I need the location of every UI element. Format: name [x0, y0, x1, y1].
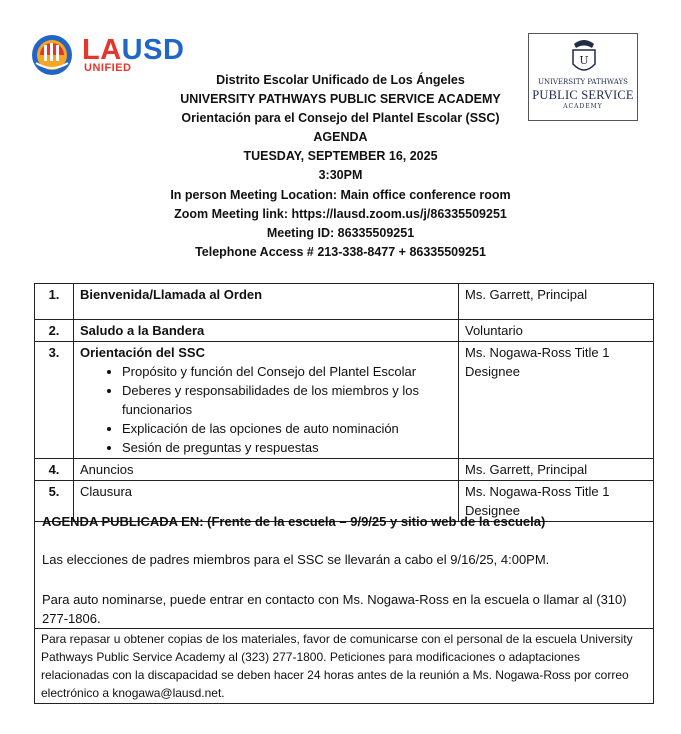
item-presenter: Ms. Nogawa-Ross Title 1 Designee [459, 342, 654, 459]
item-title: Bienvenida/Llamada al Orden [74, 284, 459, 320]
list-item: • Explicación de las opciones de auto nominación [122, 419, 452, 438]
published-where: : (Frente de la escuela – 9/9/25 y sitio web de la escuela) [199, 514, 546, 529]
table-row [35, 284, 654, 320]
logo-unified: UNIFIED [84, 62, 132, 74]
telephone-access: Telephone Access # 213-338-8477 + 86335509251 [195, 245, 486, 259]
item-number: 2. [35, 320, 74, 342]
item-title: Anuncios [74, 459, 459, 481]
table-row [35, 459, 654, 481]
item-presenter: Ms. Garrett, Principal [459, 284, 654, 320]
table-row [35, 320, 654, 342]
published-label: AGENDA PUBLICADA EN [42, 514, 200, 529]
item-number: 3. [35, 342, 74, 459]
logo-line-2: PUBLIC SERVICE [532, 88, 634, 102]
school-name: UNIVERSITY PATHWAYS PUBLIC SERVICE ACADEMY [180, 92, 501, 106]
agenda-heading: AGENDA [313, 130, 368, 144]
item-title: Orientación del SSC [80, 345, 205, 360]
item-title: Saludo a la Bandera [74, 320, 459, 342]
item-number: 4. [35, 459, 74, 481]
item-number: 1. [35, 284, 74, 320]
item-number: 5. [35, 481, 74, 522]
list-item: • Deberes y responsabilidades de los miembros y los funcionarios [122, 381, 452, 419]
item-title: Clausura [74, 481, 459, 522]
meeting-time: 3:30PM [318, 168, 363, 182]
item-presenter: Ms. Nogawa-Ross Title 1 Designee [459, 481, 654, 522]
logo-la: LA [82, 34, 122, 66]
sub-item-list [80, 362, 452, 457]
svg-text:U: U [579, 54, 589, 67]
self-nominate-text: Para auto nominarse, puede entrar en contacto con Ms. Nogawa-Ross en la escuela o llamar al (310) 277-1806. [42, 592, 627, 626]
list-item: • Propósito y función del Consejo del Plantel Escolar [122, 362, 452, 381]
item-presenter: Voluntario [459, 320, 654, 342]
meeting-id: Meeting ID: 86335509251 [266, 226, 415, 240]
zoom-link[interactable]: Zoom Meeting link: https://lausd.zoom.us/j/86335509251 [174, 207, 507, 221]
published-section [34, 512, 654, 629]
agenda-table [34, 283, 654, 522]
list-item: • Sesión de preguntas y respuestas [122, 438, 452, 457]
meeting-title: Orientación para el Consejo del Plantel Escolar (SSC) [181, 111, 500, 125]
item-presenter: Ms. Garrett, Principal [459, 459, 654, 481]
table-row [35, 342, 654, 459]
logo-usd: USD [121, 34, 185, 66]
logo-line-3: ACADEMY [563, 103, 603, 110]
logo-line-1: UNIVERSITY PATHWAYS [538, 78, 628, 86]
meeting-location: In person Meeting Location: Main office conference room [170, 188, 511, 202]
elections-text: Las elecciones de padres miembros para el SSC se llevarán a cabo el 9/16/25, 4:00PM. [42, 552, 550, 567]
materials-note: Para repasar u obtener copias de los materiales, favor de comunicarse con el personal de la escuela University Pathways Public Service Academy al (323) 277-1800. Peticiones para modificaciones o adaptaciones relacionadas con la discapacidad se deben hacer 24 horas antes de la reunión a Ms. Nogawa-Ross por correo electrónico a knogawa@lausd.net. [34, 629, 654, 704]
district-name: Distrito Escolar Unificado de Los Ángeles [216, 73, 465, 87]
meeting-date: TUESDAY, SEPTEMBER 16, 2025 [243, 149, 438, 163]
